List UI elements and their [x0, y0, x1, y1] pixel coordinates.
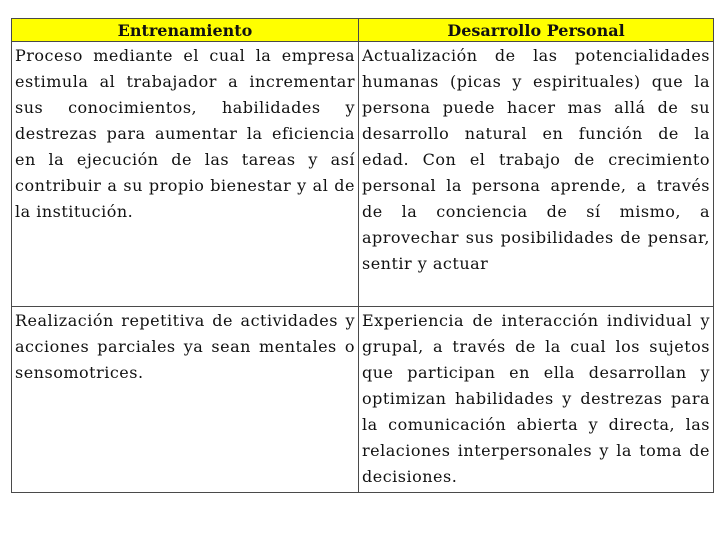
desarrollo-personal-definition-cell: Actualización de las potencialidades humanas (picas y espirituales) que la persona puede hacer mas allá de su desarrollo natural en función de la edad. Con el trabajo de crecimiento personal la persona aprende, a través de la conciencia de sí mismo, a aprovechar sus posibilidades de pensar, sentir y actuar	[359, 42, 714, 307]
table-row	[12, 307, 714, 493]
header-row	[12, 19, 714, 42]
comparison-table	[11, 18, 714, 493]
entrenamiento-description-cell: Realización repetitiva de actividades y acciones parciales ya sean mentales o sensomotrices.	[12, 307, 359, 493]
table-row	[12, 42, 714, 307]
table-body	[12, 42, 714, 493]
table-header	[12, 19, 714, 42]
desarrollo-personal-description-cell: Experiencia de interacción individual y grupal, a través de la cual los sujetos que participan en ella desarrollan y optimizan habilidades y destrezas para la comunicación abierta y directa, las relaciones interpersonales y la toma de decisiones.	[359, 307, 714, 493]
entrenamiento-definition-cell: Proceso mediante el cual la empresa estimula al trabajador a incrementar sus conocimientos, habilidades y destrezas para aumentar la eficiencia en la ejecución de las tareas y así contribuir a su propio bienestar y al de la institución.	[12, 42, 359, 307]
header-desarrollo-personal: Desarrollo Personal	[359, 19, 714, 42]
header-entrenamiento: Entrenamiento	[12, 19, 359, 42]
